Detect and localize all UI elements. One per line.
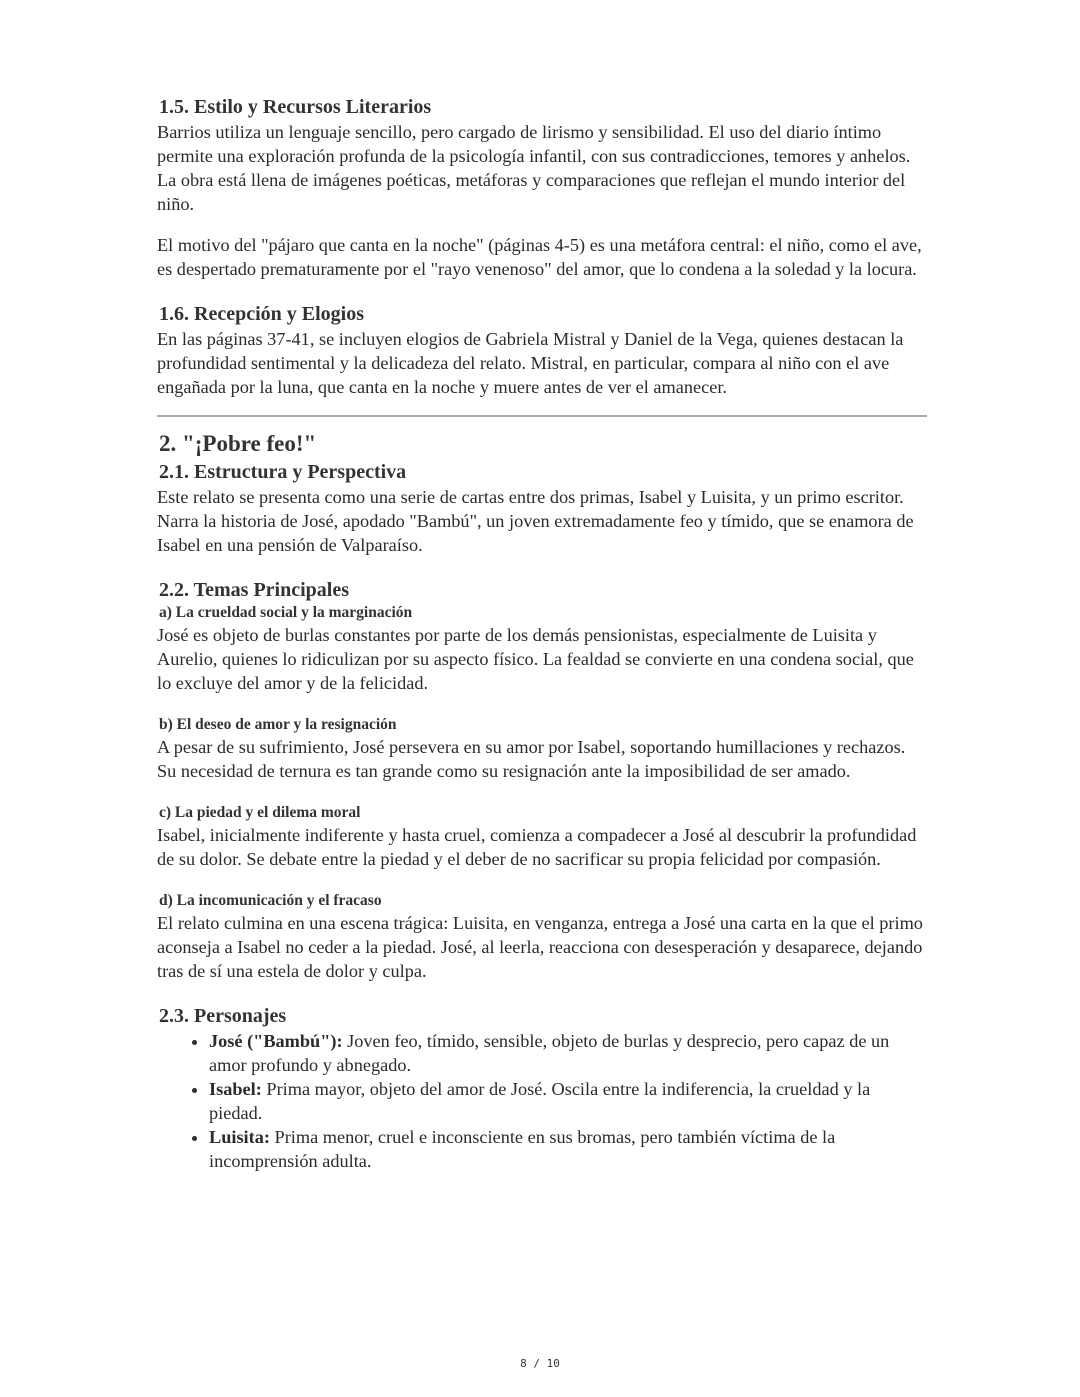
list-item	[209, 1077, 927, 1125]
theme-heading: c) La piedad y el dilema moral	[159, 804, 361, 821]
section-heading-2-1: 2.1. Estructura y Perspectiva	[159, 461, 407, 483]
character-list	[157, 1029, 927, 1173]
paragraph: El relato culmina en una escena trágica: Luisita, en venganza, entrega a José una carta en la que el primo aconseja a Isabel no ceder a la piedad. José, al leerla, reacciona con desesperación y desaparece, dejando tras de sí una estela de dolor y culpa.	[157, 913, 923, 981]
section-heading-1-6: 1.6. Recepción y Elogios	[159, 303, 364, 325]
character-description: Joven feo, tímido, sensible, objeto de burlas y desprecio, pero capaz de un amor profundo y abnegado.	[209, 1031, 890, 1075]
section-heading-1-5: 1.5. Estilo y Recursos Literarios	[159, 96, 432, 118]
page-number: 8 / 10	[520, 1357, 560, 1370]
paragraph: El motivo del "pájaro que canta en la noche" (páginas 4-5) es una metáfora central: el niño, como el ave, es despertado prematuramente por el "rayo venenoso" del amor, que lo condena a la soledad y la locura.	[157, 235, 922, 279]
paragraph: A pesar de su sufrimiento, José persevera en su amor por Isabel, soportando humillaciones y rechazos. Su necesidad de ternura es tan grande como su resignación ante la imposibilidad de ser amado.	[157, 737, 906, 781]
section-heading-2-3: 2.3. Personajes	[159, 1005, 287, 1027]
character-description: Prima menor, cruel e inconsciente en sus bromas, pero también víctima de la incomprensión adulta.	[209, 1127, 836, 1171]
theme-heading: a) La crueldad social y la marginación	[159, 604, 413, 621]
character-name: Isabel:	[209, 1079, 262, 1099]
paragraph: José es objeto de burlas constantes por parte de los demás pensionistas, especialmente de Luisita y Aurelio, quienes lo ridiculizan por su aspecto físico. La fealdad se convierte en una condena social, que lo excluye del amor y de la felicidad.	[157, 625, 914, 693]
chapter-heading-2: 2. "¡Pobre feo!"	[159, 431, 317, 456]
section-heading-2-2: 2.2. Temas Principales	[159, 579, 350, 601]
theme-heading: d) La incomunicación y el fracaso	[159, 892, 382, 909]
theme-heading: b) El deseo de amor y la resignación	[159, 716, 397, 733]
document-page	[157, 94, 927, 1173]
list-item	[209, 1125, 927, 1173]
paragraph: Barrios utiliza un lenguaje sencillo, pero cargado de lirismo y sensibilidad. El uso del diario íntimo permite una exploración profunda de la psicología infantil, con sus contradicciones, temores y anhelos. La obra está llena de imágenes poéticas, metáforas y comparaciones que reflejan el mundo interior del niño.	[157, 122, 911, 214]
character-name: José ("Bambú"):	[209, 1031, 343, 1051]
paragraph: Isabel, inicialmente indiferente y hasta cruel, comienza a compadecer a José al descubrir la profundidad de su dolor. Se debate entre la piedad y el deber de no sacrificar su propia felicidad por compasión.	[157, 825, 917, 869]
paragraph: En las páginas 37-41, se incluyen elogios de Gabriela Mistral y Daniel de la Vega, quienes destacan la profundidad sentimental y la delicadeza del relato. Mistral, en particular, compara al niño con el ave engañada por la luna, que canta en la noche y muere antes de ver el amanecer.	[157, 329, 904, 397]
character-name: Luisita:	[209, 1127, 270, 1147]
character-description: Prima mayor, objeto del amor de José. Oscila entre la indiferencia, la crueldad y la piedad.	[209, 1079, 871, 1123]
list-item	[209, 1029, 927, 1077]
section-divider	[157, 415, 927, 417]
paragraph: Este relato se presenta como una serie de cartas entre dos primas, Isabel y Luisita, y un primo escritor. Narra la historia de José, apodado "Bambú", un joven extremadamente feo y tímido, que se enamora de Isabel en una pensión de Valparaíso.	[157, 487, 914, 555]
